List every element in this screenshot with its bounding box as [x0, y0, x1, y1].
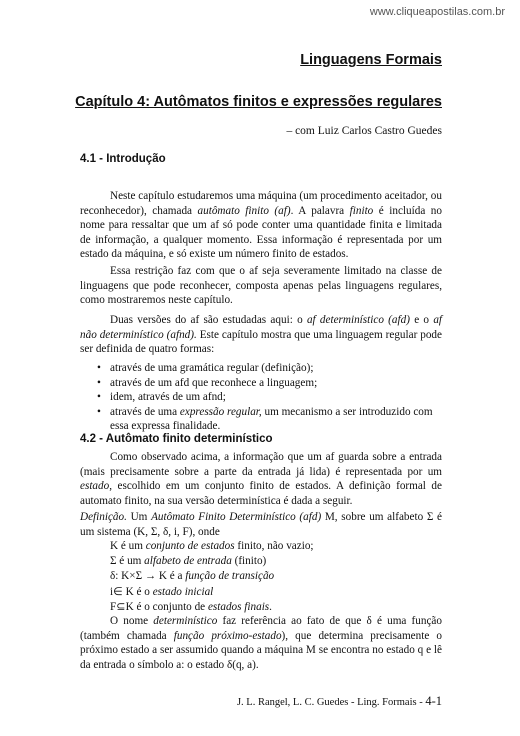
definition-item: K é um conjunto de estados finito, não vazio;: [110, 540, 314, 552]
list-item: • através de uma expressão regular, um mecanismo a ser introduzido com essa expressa finalidade.: [97, 405, 433, 433]
bullet-glyph: •: [97, 405, 101, 418]
bullet-glyph: •: [97, 376, 101, 389]
afd-paragraph-1: Como observado acima, a informação que um af guarda sobre a entrada (mais precisamente sobre a parte da entrada já lida) é representada por um estado, escolhido em um conjunto finito de estados. A definição formal de automato finito, na sua versão determinística é dada a seguir.: [80, 451, 442, 507]
list-item: • através de um afd que reconhece a linguagem;: [97, 376, 318, 389]
author-line: – com Luiz Carlos Castro Guedes: [286, 125, 442, 137]
page-footer: J. L. Rangel, L. C. Guedes - Ling. Formais - 4-1: [236, 694, 442, 708]
book-title: Linguagens Formais: [300, 52, 442, 68]
intro-paragraph-1: Neste capítulo estudaremos uma máquina (um procedimento aceitador, ou reconhecedor), chamada autômato finito (af). A palavra finito é incluída no nome para ressaltar que um af só pode conter uma quantidade finita e limitada de informação, a qualquer momento. Essa informação é representada por um estado da máquina, e só existe um número finito de estados.: [80, 190, 442, 261]
definition-item: i∈ K é o estado inicial: [110, 585, 214, 598]
section-heading-afd: 4.2 - Autômato finito determinístico: [80, 433, 273, 445]
chapter-title: Capítulo 4: Autômatos finitos e expressões regulares: [75, 94, 442, 110]
intro-paragraph-3: Duas versões do af são estudadas aqui: o af determinístico (afd) e o af não determinístico (afnd). Este capítulo mostra que uma linguagem regular pode ser definida de quatro formas:: [80, 314, 443, 356]
definition-forms-list: [80, 361, 442, 434]
page-number: 4-1: [425, 694, 442, 708]
list-item: • através de uma gramática regular (definição);: [97, 362, 314, 374]
section-heading-introducao: 4.1 - Introdução: [80, 153, 166, 165]
definition-item: δ: K×Σ → K é a função de transição: [110, 570, 275, 583]
afd-paragraph-2: O nome determinístico faz referência ao fato de que δ é uma função (também chamada função próximo-estado), que determina precisamente o próximo estado a ser assumido quando a máquina M se encontra no estado q e lê da entrada o símbolo a: o estado δ(q, a).: [80, 615, 443, 671]
bullet-glyph: •: [97, 391, 101, 404]
bullet-glyph: •: [97, 362, 101, 374]
definition-item: F⊆K é o conjunto de estados finais.: [110, 600, 272, 613]
watermark-url: www.cliqueapostilas.com.br: [369, 6, 505, 18]
list-item: • idem, através de um afnd;: [97, 391, 226, 404]
afd-definition: Definição. Um Autômato Finito Determinístico (afd) M, sobre um alfabeto Σ é um sistema (K, Σ, δ, i, F), onde: [80, 511, 443, 538]
definition-components: [110, 539, 314, 615]
definition-item: Σ é um alfabeto de entrada (finito): [110, 555, 267, 568]
intro-paragraph-2: Essa restrição faz com que o af seja severamente limitado na classe de linguagens que pode reconhecer, composta apenas pelas linguagens regulares, como mostraremos neste capítulo.: [80, 265, 442, 307]
